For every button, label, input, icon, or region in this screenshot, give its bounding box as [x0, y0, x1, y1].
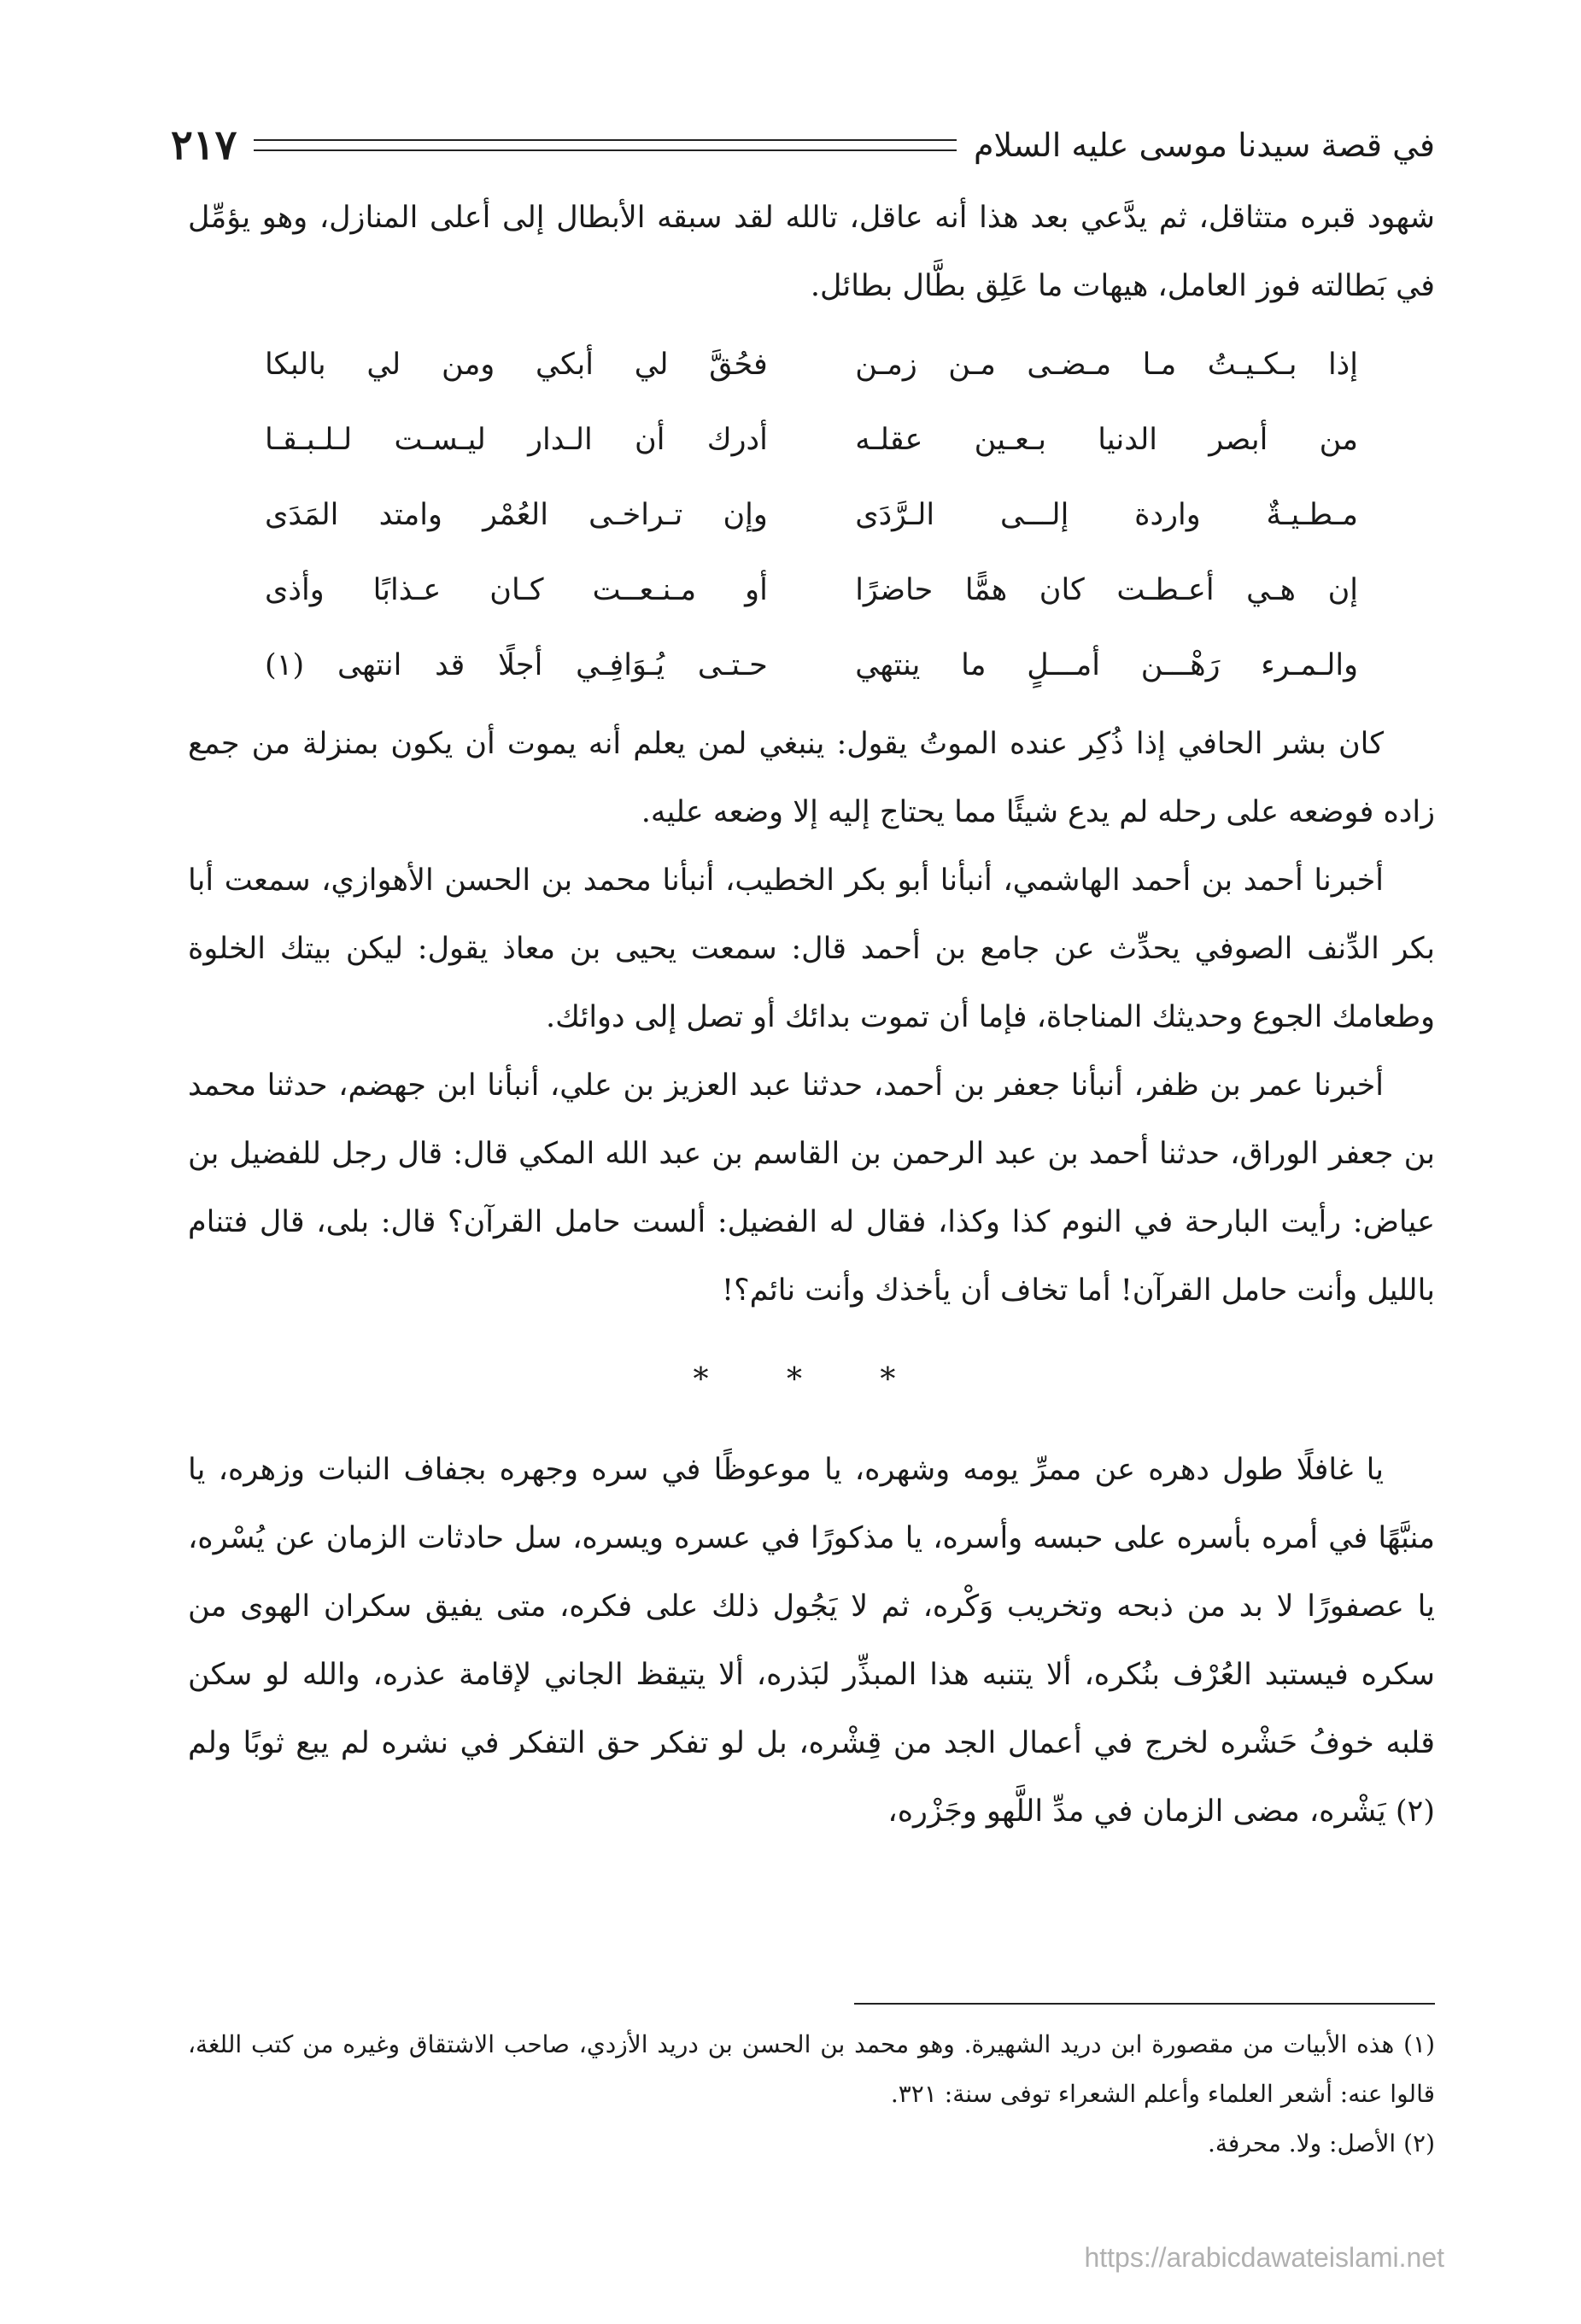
footnotes [188, 2020, 1435, 2169]
verse-first-hemistich: من أبصر الدنيا بـعـين عقلـه [855, 423, 1358, 457]
verse-second-hemistich: أدرك أن الـدار ليـسـت لـلـبـقـا [265, 423, 768, 457]
verse-first-hemistich: والـمـرء رَهْـــن أمـــلٍ ما ينتهي [855, 648, 1358, 682]
footnote: (٢) الأصل: ولا. محرفة. [1208, 2129, 1435, 2157]
poem-verse [188, 477, 1435, 553]
verse-second-hemistich: أو مـنـعــت كـان عـذابًا وأذى [265, 573, 768, 607]
main-text [188, 184, 1435, 1846]
poem [188, 327, 1435, 703]
poem-verse [188, 402, 1435, 477]
footnote-rule [854, 2003, 1435, 2005]
verse-second-hemistich: حـتـى يُـوَافِـي أجلًا قد انتهى (١) [265, 648, 768, 682]
watermark-url: https://arabicdawateislami.net [1084, 2242, 1444, 2273]
verse-first-hemistich: إن هـي أعـطـت كان همًّا حاضرًا [855, 573, 1358, 607]
paragraph: كان بشر الحافي إذا ذُكِر عنده الموتُ يقول: ينبغي لمن يعلم أنه يموت أن يكون بمنزلة من جمع زاده فوضعه على رحله لم يدع شيئًا مما يحتاج إليه إلا وضعه عليه. [188, 727, 1435, 829]
page-header [171, 115, 1435, 175]
verse-second-hemistich: فحُقَّ لي أبكي ومن لي بالبكا [265, 348, 768, 382]
paragraph: يا غافلًا طول دهره عن ممرِّ يومه وشهره، يا موعوظًا في سره وجهره بجفاف النبات وزهره، يا منبَّهًا في أمره بأسره على حبسه وأسره، يا مذكورًا في عسره ويسره، سل حادثات الزمان عن يُسْره، يا عصفورًا لا بد من ذبحه وتخريب وَكْره، ثم لا يَجُول ذلك على فكره، متى يفيق سكران الهوى من سكره فيستبد العُرْف بنُكره، ألا يتنبه هذا المبذِّر لبَذره، ألا يتيقظ الجاني لإقامة عذره، والله لو سكن قلبه خوفُ حَشْره لخرج في أعمال الجد من قِشْره، بل لو تفكر حق التفكر في نشره لم يبع ثوبًا ولم (٢) يَشْره، مضى الزمان في مدِّ اللَّهو وجَزْره، [188, 1453, 1435, 1829]
verse-second-hemistich: وإن تـراخـى العُمْر وامتد المَدَى [265, 498, 768, 532]
paragraph: أخبرنا أحمد بن أحمد الهاشمي، أنبأنا أبو بكر الخطيب، أنبأنا محمد بن الحسن الأهوازي، سمعت أبا بكر الدِّنف الصوفي يحدِّث عن جامع بن أحمد قال: سمعت يحيى بن معاذ يقول: ليكن بيتك الخلوة وطعامك الجوع وحديثك المناجاة، فإما أن تموت بدائك أو تصل إلى دوائك. [188, 863, 1435, 1034]
paragraph: أخبرنا عمر بن ظفر، أنبأنا جعفر بن أحمد، حدثنا عبد العزيز بن علي، أنبأنا ابن جهضم، حدثنا محمد بن جعفر الوراق، حدثنا أحمد بن عبد الرحمن بن القاسم بن عبد الله المكي قال: قال رجل للفضيل بن عياض: رأيت البارحة في النوم كذا وكذا، فقال له الفضيل: ألست حامل القرآن؟ قال: بلى، قال فتنام بالليل وأنت حامل القرآن! أما تخاف أن يأخذك وأنت نائم؟! [188, 1068, 1435, 1308]
header-rule [254, 139, 957, 151]
page-number: ٢١٧ [171, 121, 237, 169]
running-title: في قصة سيدنا موسى عليه السلام [974, 126, 1435, 164]
paragraph: شهود قبره متثاقل، ثم يدَّعي بعد هذا أنه عاقل، تالله لقد سبقه الأبطال إلى أعلى المنازل، وهو يؤمِّل في بَطالته فوز العامل، هيهات ما عَلِق بطَّال بطائل. [188, 201, 1435, 303]
section-separator: * * * [693, 1362, 930, 1397]
poem-verse [188, 553, 1435, 628]
footnote: (١) هذه الأبيات من مقصورة ابن دريد الشهيرة. وهو محمد بن الحسن بن دريد الأزدي، صاحب الاشتقاق وغيره من كتب اللغة، قالوا عنه: أشعر العلماء وأعلم الشعراء توفى سنة: ٣٢١. [188, 2030, 1435, 2108]
poem-verse [188, 628, 1435, 703]
poem-verse [188, 327, 1435, 402]
verse-first-hemistich: مـطـيـةٌ واردة إلـــى الـرَّدَى [855, 498, 1358, 532]
verse-first-hemistich: إذا بـكـيـتُ مـا مـضـى مـن زمـن [855, 348, 1358, 382]
